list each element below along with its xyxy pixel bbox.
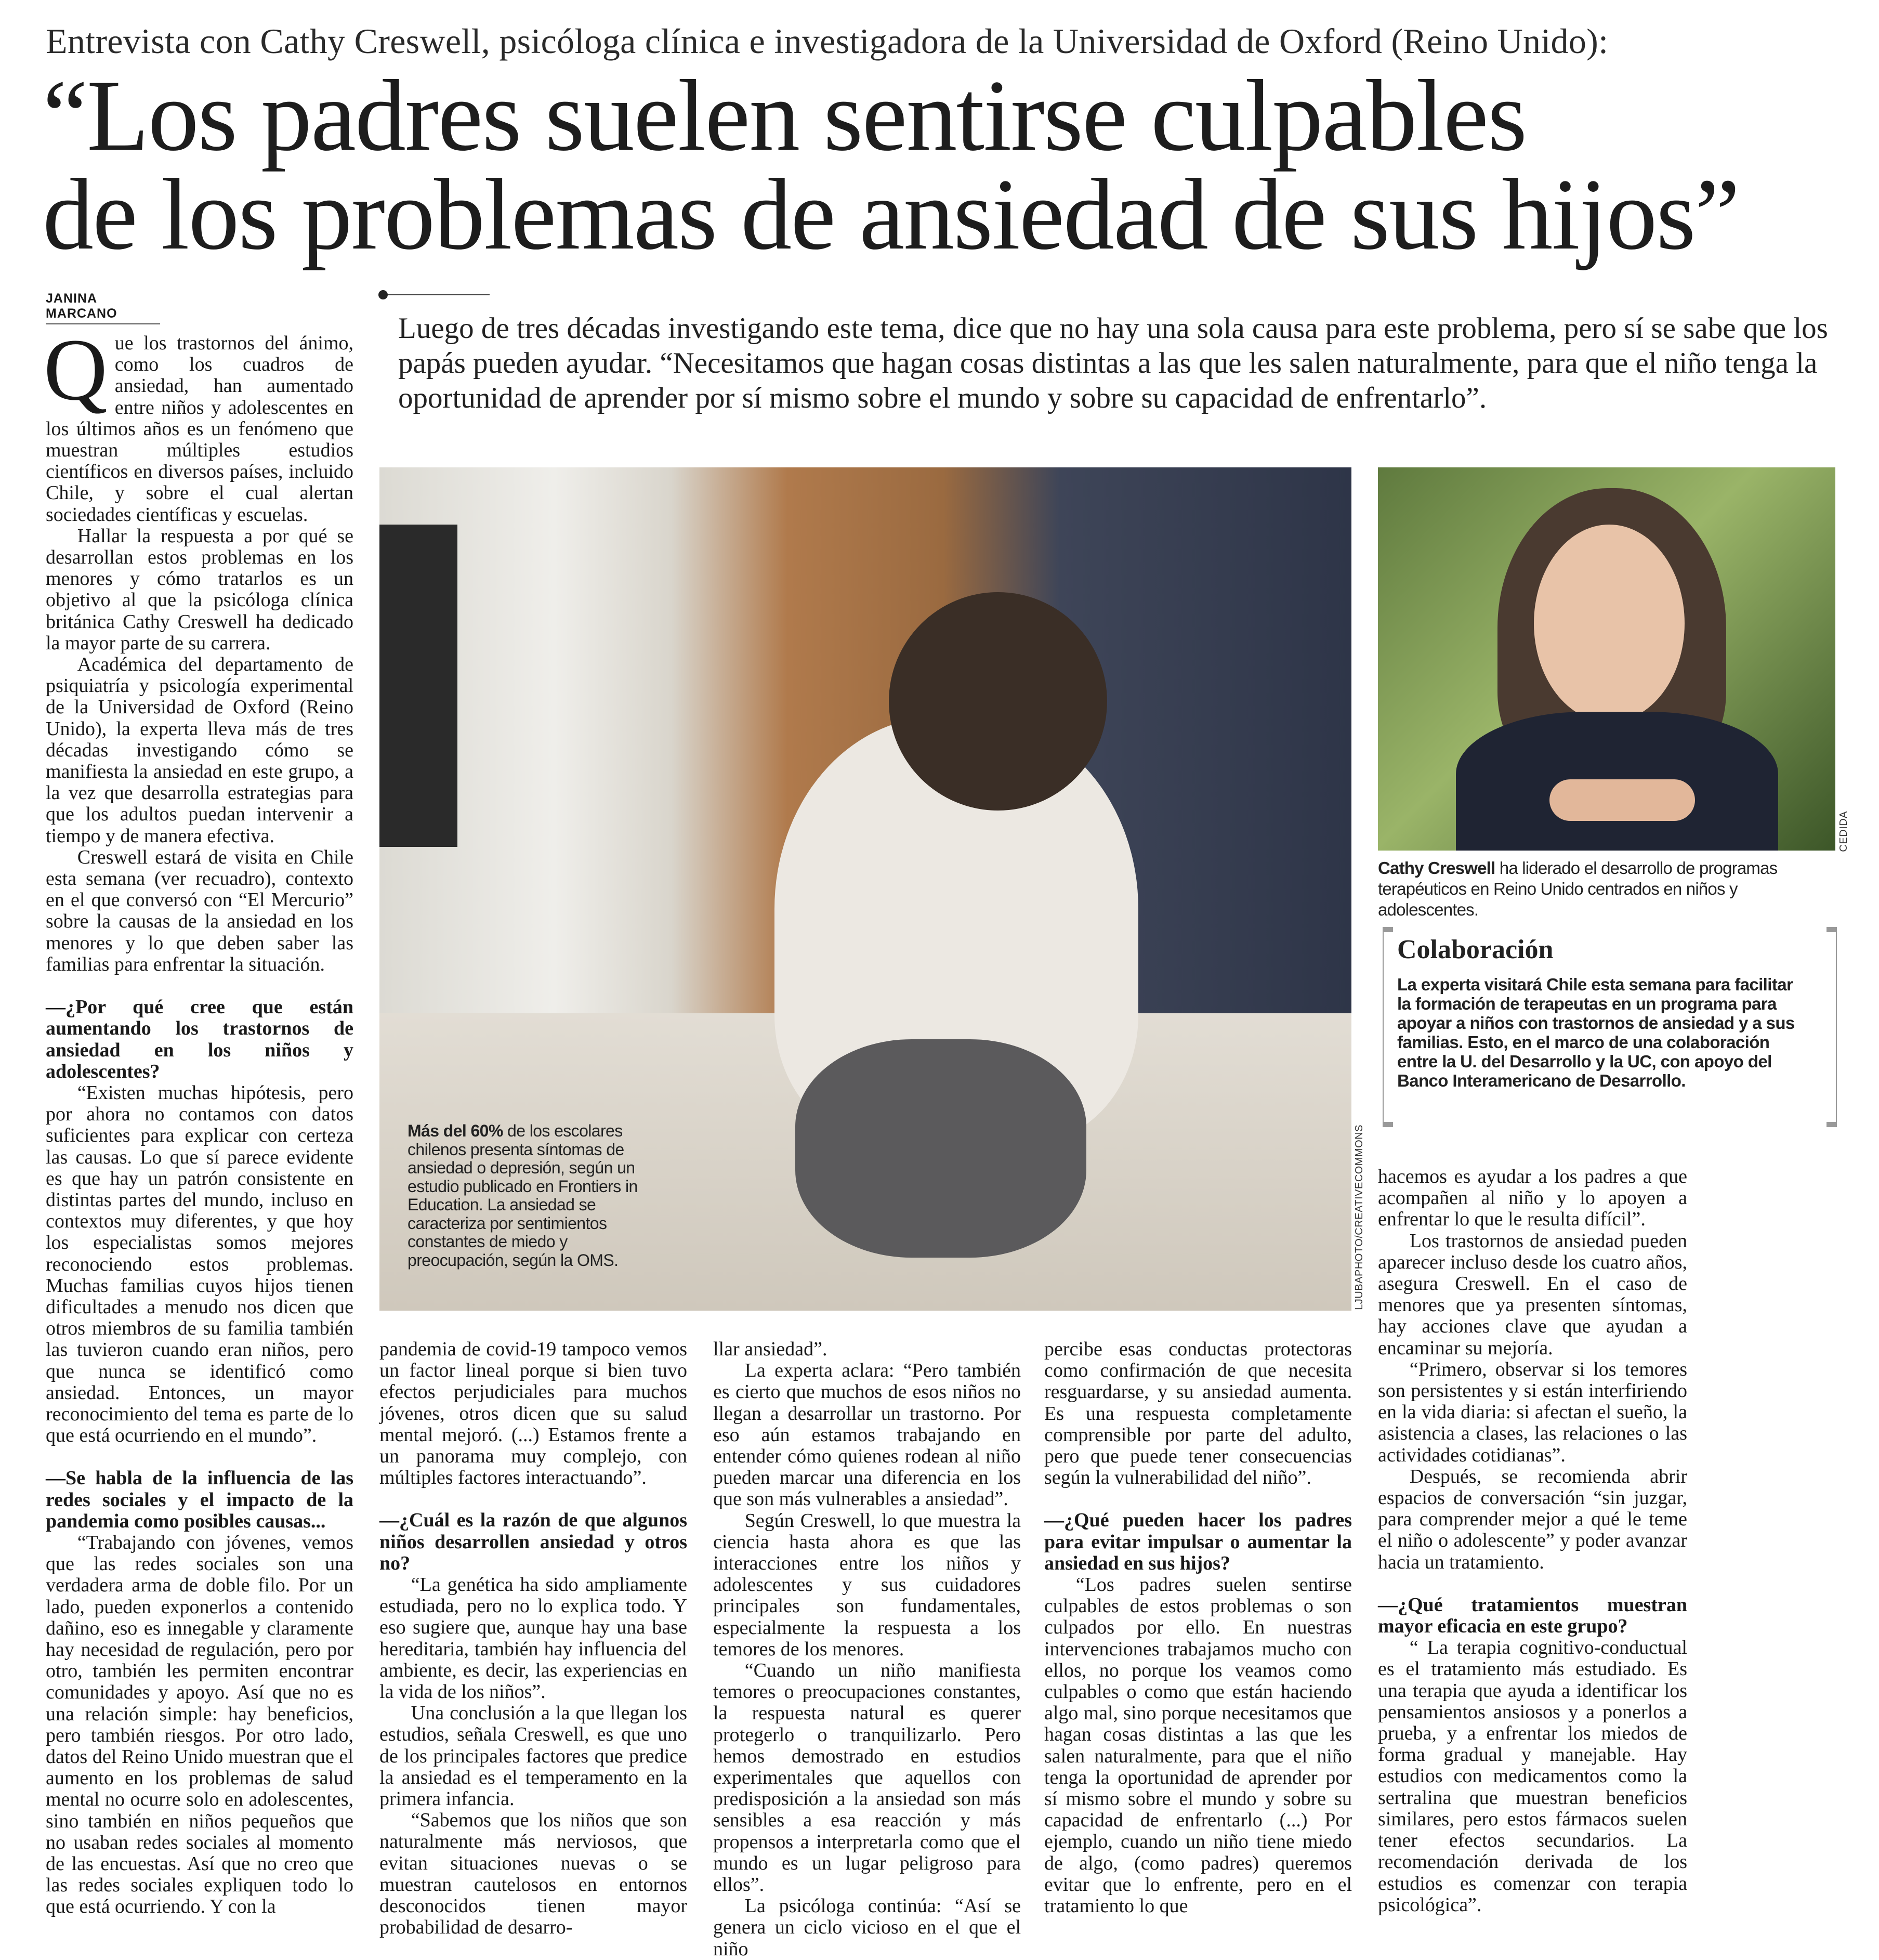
- paragraph: [46, 847, 353, 975]
- deck-bullet: [378, 290, 388, 299]
- article-column-2: [379, 1339, 687, 1938]
- paragraph: [379, 1574, 687, 1703]
- box-corner: [1383, 927, 1393, 932]
- paragraph-text: —¿Qué tratamientos muestran mayor eficacia en este grupo?: [1378, 1593, 1687, 1638]
- paragraph-text: hacemos es ayudar a los padres a que acompañen al niño y lo apoyen a enfrentar lo que le resulta difícil”.: [1378, 1166, 1687, 1231]
- paragraph: [1044, 1339, 1352, 1488]
- interview-question: [1044, 1510, 1352, 1574]
- paragraph-text: Después, se recomienda abrir espacios de conversación “sin juzgar, para comprender mejor a qué le teme el niño o adolescente” y poder avanzar hacia un tratamiento.: [1378, 1465, 1687, 1573]
- paragraph-text: Creswell estará de visita en Chile esta semana (ver recuadro), contexto en el que conversó con “El Mercurio” sobre la causas de la ansiedad en los menores y lo que deben saber las familias para enfrentar la situación.: [46, 846, 353, 975]
- deck: Luego de tres décadas investigando este tema, dice que no hay una sola causa para este problema, pero sí se sabe que los papás pueden ayudar. “Necesitamos que hagan cosas distintas a las que les salen naturalmente, para que el niño tenga la oportunidad de aprender por sí mismo sobre el mundo y sobre su capacidad de enfrentarlo”.: [398, 312, 1828, 414]
- paragraph-text: Académica del departamento de psiquiatría y psicología experimental de la Universidad de Oxford (Reino Unido), la experta lleva más de tres décadas investigando cómo se manifiesta la ansiedad en este grupo, a la vez que desarrolla estrategias para que los adultos puedan intervenir a tiempo y de manera efectiva.: [46, 654, 353, 847]
- portrait-credit: CEDIDA: [1838, 811, 1849, 852]
- paragraph-text: Una conclusión a la que llegan los estudios, señala Creswell, es que uno de los principales factores que predice la ansiedad es el temperamento en la primera infancia.: [379, 1702, 687, 1810]
- article-column-4: [1044, 1339, 1352, 1917]
- paragraph-text: ue los trastornos del ánimo, como los cuadros de ansiedad, han aumentado entre niños y adolescentes en los últimos años es un fenómeno que muestran múltiples estudios científicos en diversos países, incluido Chile, y sobre el cual alertan sociedades científicas y escuelas.: [46, 332, 353, 526]
- paragraph-text: “Primero, observar si los temores son persistentes y si están interfiriendo en la vida diaria: si afectan el sueño, la asistencia a clases, las relaciones o las actividades cotidianas”.: [1378, 1358, 1687, 1466]
- paragraph: [379, 1339, 687, 1488]
- paragraph-text: —¿Cuál es la razón de que algunos niños desarrollen ansiedad y otros no?: [379, 1509, 687, 1574]
- paragraph-text: llar ansiedad”.: [713, 1338, 827, 1360]
- article-column-3: [713, 1339, 1021, 1960]
- sidebar-box-title: Colaboración: [1397, 935, 1554, 964]
- paragraph-text: “Los padres suelen sentirse culpables de estos problemas o son culpados por ello. En nuestras intervenciones trabajamos mucho con ellos, no porque los veamos como culpables o como que están haciendo algo mal, sino porque necesitamos que hagan cosas distintas a las que les salen naturalmente, para que el niño tenga la oportunidad de aprender por sí mismo sobre el mundo y sobre su capacidad de enfrentarlo (...) Por ejemplo, cuando un niño tiene miedo de algo, (como padres) queremos evitar que lo enfrente, pero en el tratamiento lo que: [1044, 1574, 1352, 1917]
- paragraph: [1378, 1359, 1687, 1466]
- photo-caption: [408, 1122, 652, 1270]
- paragraph-text: Los trastornos de ansiedad pueden aparecer incluso desde los cuatro años, asegura Creswell. En el caso de menores que ya presenten síntomas, hay acciones clave que ayudan a encaminar su mejoría.: [1378, 1230, 1687, 1359]
- paragraph-text: —Se habla de la influencia de las redes sociales y el impacto de la pandemia como posibles causas...: [46, 1467, 353, 1532]
- paragraph: [379, 1703, 687, 1810]
- headline-line-2: de los problemas de ansiedad de sus hijos”: [43, 158, 1739, 271]
- paragraph: [46, 654, 353, 847]
- interview-question: [379, 1510, 687, 1574]
- paragraph: [1378, 1231, 1687, 1359]
- kicker: Entrevista con Cathy Creswell, psicóloga clínica e investigadora de la Universidad de Oxford (Reino Unido):: [46, 21, 1609, 61]
- portrait-hands: [1549, 779, 1695, 821]
- headline-line-1: “Los padres suelen sentirse culpables: [43, 59, 1527, 172]
- portrait-photo: [1378, 467, 1835, 851]
- paragraph-text: “Existen muchas hipótesis, pero por ahora no contamos con datos suficientes para explicar con certeza las causas. Lo que sí parece evidente es que hay un patrón consistente en distintas partes del mundo, incluso en contextos muy diferentes, y que hoy los especialistas somos mejores reconociendo estos problemas. Muchas familias cuyos hijos tienen dificultades a menudo nos dicen que otros miembros de su familia también las tuvieron cuando eran niños, pero que nunca se identificó como ansiedad. Entonces, un mayor reconocimiento del tema es parte de lo que está ocurriendo en el mundo”.: [46, 1081, 353, 1447]
- drop-cap: Q: [44, 321, 108, 419]
- portrait-caption-text: ha liderado el desarrollo de programas terapéuticos en Reino Unido centrados en niños y adolescentes.: [1378, 858, 1778, 919]
- photo-tv: [379, 525, 457, 847]
- interview-question: [1378, 1595, 1687, 1637]
- paragraph-text: La experta aclara: “Pero también es cierto que muchos de esos niños no llegan a desarrollar un trastorno. Por eso aún estamos trabajando en entender cómo quienes rodean al niño pueden marcar una diferencia en los que son más vulnerables a ansiedad”.: [713, 1360, 1021, 1510]
- paragraph-text: pandemia de covid-19 tampoco vemos un factor lineal porque si bien tuvo efectos perjudiciales para muchos jóvenes, otros dicen que su salud mental mejoró. (...) Estamos frente a un panorama muy complejo, con múltiples factores interactuando”.: [379, 1338, 687, 1489]
- paragraph: [1044, 1574, 1352, 1917]
- photo-girl-legs: [795, 1039, 1086, 1258]
- paragraph: [46, 526, 353, 654]
- box-corner: [1827, 927, 1837, 932]
- byline: JANINA MARCANO: [46, 291, 160, 324]
- paragraph: [44, 321, 353, 526]
- paragraph: [46, 1532, 353, 1918]
- paragraph-text: percibe esas conductas protectoras como confirmación de que necesita resguardarse, y su ansiedad aumenta. Es una respuesta completamente comprensible por parte del adulto, pero que puede tener consecuencias según la vulnerabilidad del niño”.: [1044, 1338, 1352, 1489]
- photo-caption-text: de los escolares chilenos presenta síntomas de ansiedad o depresión, según un estudio publicado en Frontiers in Education. La ansiedad se caracteriza por sentimientos constantes de miedo y preocupación, según la OMS.: [408, 1121, 638, 1270]
- paragraph: [1378, 1166, 1687, 1231]
- photo-girl-hair: [889, 592, 1107, 811]
- paragraph-text: —¿Qué pueden hacer los padres para evitar impulsar o aumentar la ansiedad en sus hijos?: [1044, 1509, 1352, 1574]
- article-column-1: [44, 321, 353, 1918]
- paragraph: [1378, 1637, 1687, 1916]
- interview-question: [46, 997, 353, 1082]
- portrait-face: [1534, 525, 1685, 722]
- interview-question: [46, 1468, 353, 1532]
- headline: [43, 59, 1739, 271]
- paragraph-text: Según Creswell, lo que muestra la ciencia hasta ahora es que las interacciones entre los niños y adolescentes y sus cuidadores principales son fundamentales, especialmente la respuesta a los temores de los menores.: [713, 1509, 1021, 1660]
- paragraph: [1378, 1466, 1687, 1573]
- portrait-caption: [1378, 858, 1835, 920]
- article-column-5: [1378, 1166, 1687, 1916]
- paragraph: [713, 1360, 1021, 1510]
- paragraph-text: “La genética ha sido ampliamente estudiada, pero no lo explica todo. Y eso sugiere que, aunque hay una base hereditaria, también hay influencia del ambiente, es decir, las experiencias en la vida de los niños”.: [379, 1574, 687, 1703]
- paragraph: [713, 1896, 1021, 1960]
- paragraph-text: “Trabajando con jóvenes, vemos que las redes sociales son una verdadera arma de doble filo. Por un lado, pueden exponerlos a contenido dañino, eso es innegable y claramente hay necesidad de regulación, pero por otro, también les permiten encontrar comunidades y apoyo. Así que no es una relación simple: hay beneficios, pero también riesgos. Por otro lado, datos del Reino Unido muestran que el aumento en los problemas de salud mental no ocurre solo en adolescentes, sino también en niños pequeños que no usaban redes sociales al momento de las encuestas. Así que no creo que las redes sociales expliquen todo lo que está ocurriendo. Y con la: [46, 1531, 353, 1918]
- paragraph-text: “Cuando un niño manifiesta temores o preocupaciones constantes, la respuesta natural es querer protegerlo o tranquilizarlo. Pero hemos demostrado en estudios experimentales que aquellos con predisposición a la ansiedad son más sensibles a esa reacción y más propensos a interpretarla como que el mundo es un lugar peligroso para ellos”.: [713, 1660, 1021, 1896]
- box-corner: [1383, 1122, 1393, 1127]
- paragraph-text: “Sabemos que los niños que son naturalmente más nerviosos, que evitan situaciones nuevas o se muestran cautelosos en entornos desconocidos tienen mayor probabilidad de desarro-: [379, 1809, 687, 1939]
- paragraph: [713, 1510, 1021, 1660]
- paragraph: [379, 1810, 687, 1938]
- paragraph: [713, 1339, 1021, 1360]
- sidebar-box-text: La experta visitará Chile esta semana para facilitar la formación de terapeutas en un programa para apoyar a niños con trastornos de ansiedad y a sus familias. Esto, en el marco de una colaboración entre la U. del Desarrollo y la UC, con apoyo del Banco Interamericano de Desarrollo.: [1397, 975, 1795, 1090]
- photo-caption-bold: Más del 60%: [408, 1121, 503, 1140]
- photo-credit: LJUBAPHOTO/CREATIVECOMMONS: [1354, 1125, 1365, 1310]
- paragraph-text: Hallar la respuesta a por qué se desarrollan estos problemas en los menores y cómo tratarlos es un objetivo al que la psicóloga clínica británica Cathy Creswell ha dedicado la mayor parte de su carrera.: [46, 525, 353, 654]
- paragraph: [46, 1082, 353, 1446]
- paragraph-text: “ La terapia cognitivo-conductual es el tratamiento más estudiado. Es una terapia que ayuda a identificar los pensamientos ansiosos y a ponerlos a prueba, y a enfrentar los miedos de forma gradual y manejable. Hay estudios con medicamentos como la sertralina que muestran beneficios similares, pero estos fármacos suelen tener efectos secundarios. La recomendación derivada de los estudios es comenzar con terapia psicológica”.: [1378, 1637, 1687, 1916]
- deck-divider: [380, 294, 490, 295]
- photo-credit-wrap: [1354, 1125, 1369, 1310]
- portrait-caption-bold: Cathy Creswell: [1378, 858, 1495, 878]
- paragraph-text: —¿Por qué cree que están aumentando los trastornos de ansiedad en los niños y adolescentes?: [46, 996, 353, 1082]
- paragraph: [713, 1660, 1021, 1896]
- paragraph-text: La psicóloga continúa: “Así se genera un ciclo vicioso en el que el niño: [713, 1895, 1021, 1960]
- box-corner: [1827, 1122, 1837, 1127]
